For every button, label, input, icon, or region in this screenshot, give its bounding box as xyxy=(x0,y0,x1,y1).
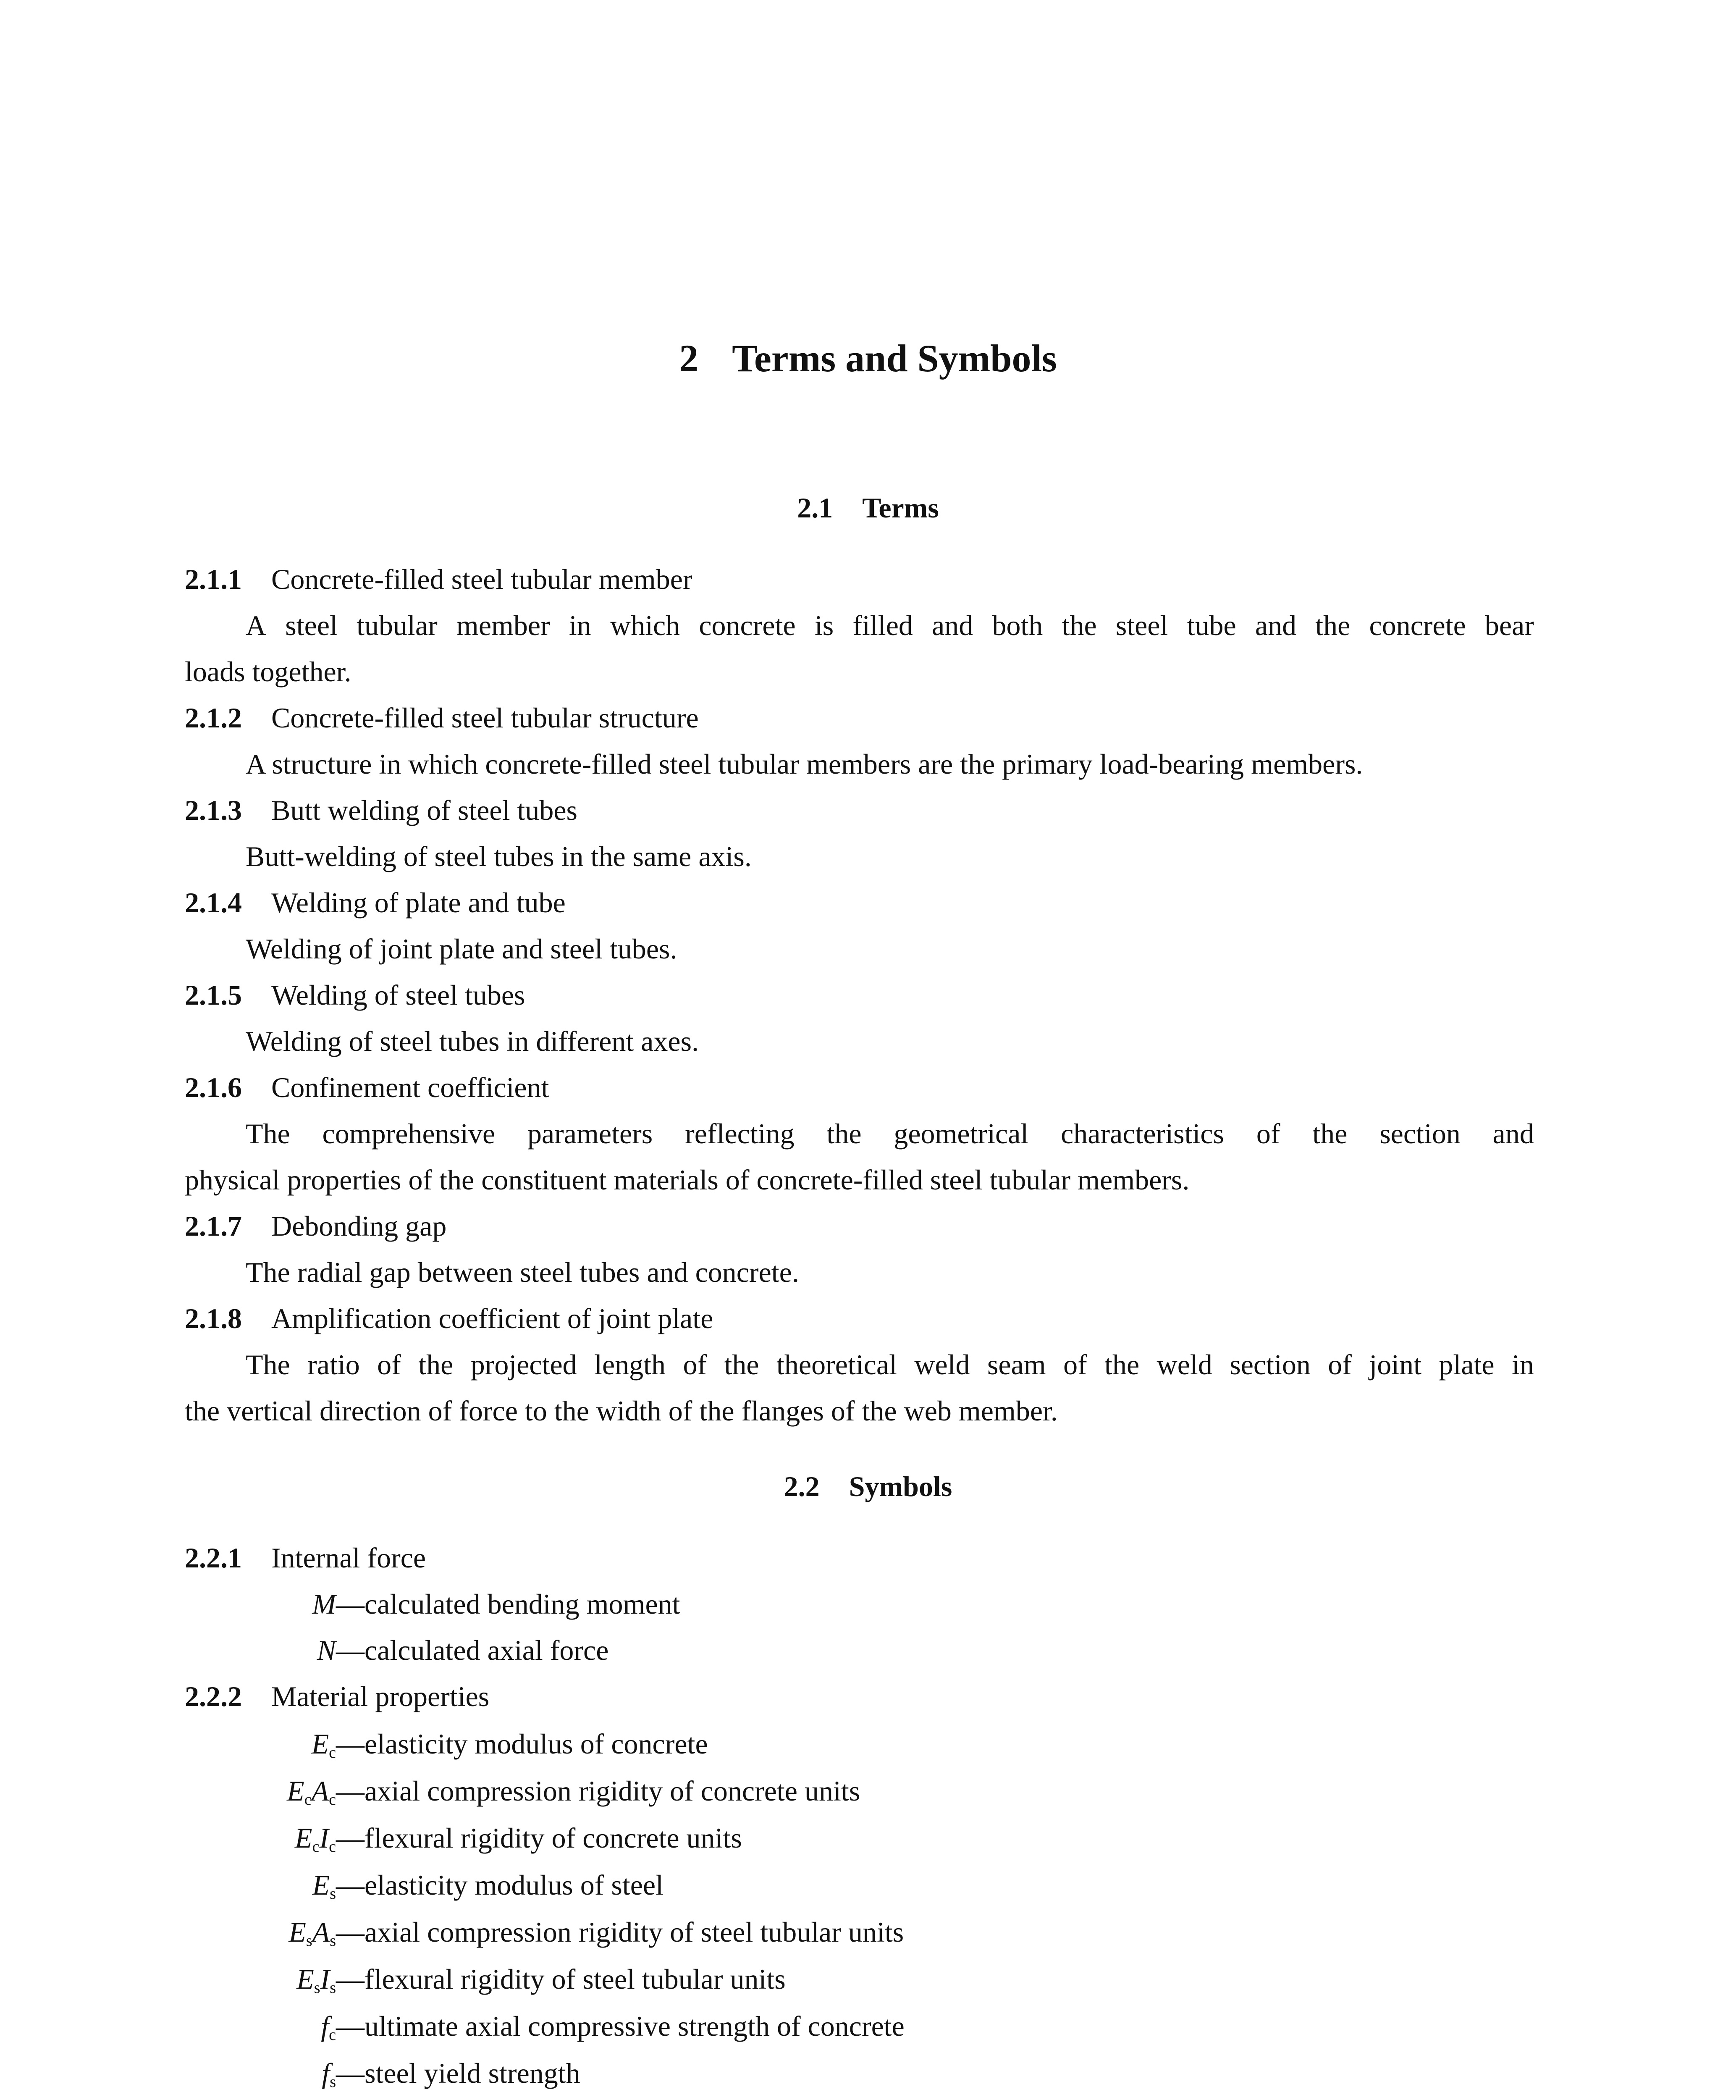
term-definition: Butt-welding of steel tubes in the same axis. xyxy=(246,840,752,872)
symbol-description: —steel yield strength xyxy=(336,2057,580,2089)
term-definition: The ratio of the projected length of the theoretical weld seam of the weld section of joint plate in xyxy=(246,1349,1534,1381)
symbol: $E_c$ xyxy=(311,1728,336,1761)
chapter-title: Terms and Symbols xyxy=(732,337,1057,380)
symbol-group-heading: 2.2.2 Material properties xyxy=(185,1680,490,1712)
term-definition: A steel tubular member in which concrete is filled and both the steel tube and the concrete bear xyxy=(246,609,1534,641)
term-definition-cont: the vertical direction of force to the width of the flanges of the web member. xyxy=(185,1395,1058,1427)
symbol: $E_cI_c$ xyxy=(295,1822,336,1856)
chapter-number: 2 xyxy=(679,337,699,380)
symbol-description: —flexural rigidity of steel tubular units xyxy=(336,1963,786,1995)
symbol-description: —axial compression rigidity of steel tubular units xyxy=(336,1916,904,1948)
term-definition-cont: physical properties of the constituent materials of concrete-filled steel tubular members. xyxy=(185,1164,1190,1196)
term-definition: Welding of steel tubes in different axes. xyxy=(246,1025,699,1057)
symbol: $E_sI_s$ xyxy=(296,1963,336,1997)
term-heading: 2.1.4 Welding of plate and tube xyxy=(185,887,566,919)
term-heading: 2.1.3 Butt welding of steel tubes xyxy=(185,794,578,826)
term-definition: The radial gap between steel tubes and concrete. xyxy=(246,1256,799,1288)
symbol-description: —calculated axial force xyxy=(336,1634,609,1666)
term-heading: 2.1.7 Debonding gap xyxy=(185,1210,447,1242)
term-definition-cont: loads together. xyxy=(185,656,351,688)
symbol-description: —elasticity modulus of concrete xyxy=(336,1728,708,1760)
term-heading: 2.1.2 Concrete-filled steel tubular structure xyxy=(185,702,699,734)
symbol-description: —elasticity modulus of steel xyxy=(336,1869,663,1901)
symbol: $f_c$ xyxy=(321,2010,336,2044)
term-definition: A structure in which concrete-filled steel tubular members are the primary load-bearing members. xyxy=(246,748,1363,780)
term-heading: 2.1.1 Concrete-filled steel tubular member xyxy=(185,563,692,595)
symbol: M xyxy=(312,1588,336,1620)
term-heading: 2.1.8 Amplification coefficient of joint plate xyxy=(185,1302,713,1334)
symbol-description: —calculated bending moment xyxy=(336,1588,680,1620)
symbol-description: —axial compression rigidity of concrete units xyxy=(336,1775,860,1807)
term-definition: Welding of joint plate and steel tubes. xyxy=(246,933,677,965)
symbol-group-heading: 2.2.1 Internal force xyxy=(185,1542,426,1574)
symbol-description: —ultimate axial compressive strength of concrete xyxy=(336,2010,905,2042)
symbol: $E_sA_s$ xyxy=(288,1916,336,1950)
symbol: $f_s$ xyxy=(322,2057,336,2091)
section-heading-terms: 2.1 Terms xyxy=(797,492,939,524)
term-heading: 2.1.5 Welding of steel tubes xyxy=(185,979,525,1011)
chapter-heading xyxy=(0,336,1736,381)
term-definition: The comprehensive parameters reflecting the geometrical characteristics of the section and xyxy=(246,1118,1534,1150)
term-heading: 2.1.6 Confinement coefficient xyxy=(185,1071,549,1103)
symbol-description: —flexural rigidity of concrete units xyxy=(336,1822,742,1854)
symbol: $E_s$ xyxy=(312,1869,336,1903)
section-heading-symbols: 2.2 Symbols xyxy=(784,1470,952,1502)
symbol: $E_cA_c$ xyxy=(287,1775,336,1809)
symbol: N xyxy=(317,1634,336,1666)
